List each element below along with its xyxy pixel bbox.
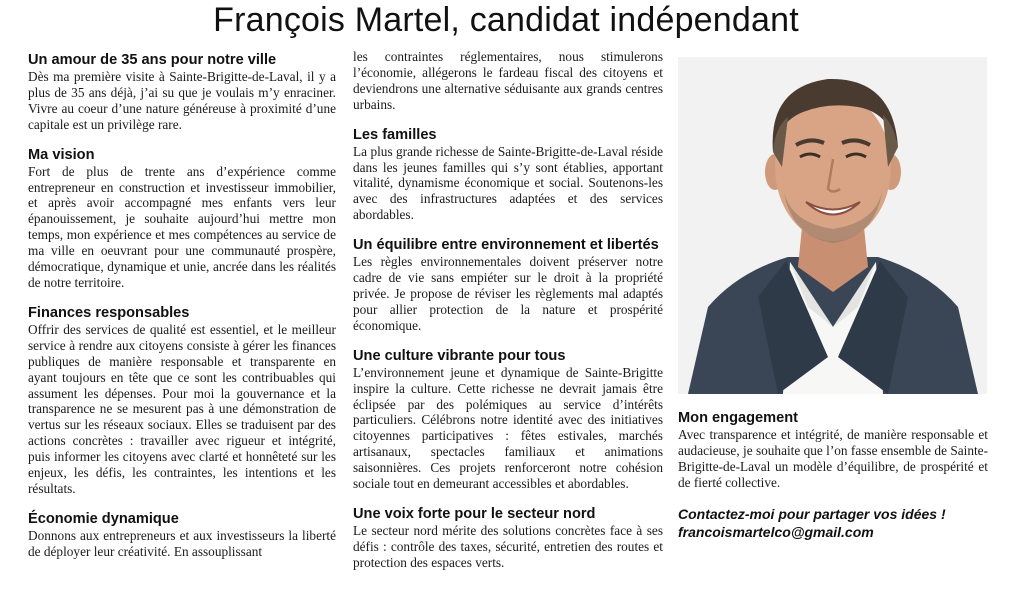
- section-economie: [28, 511, 336, 560]
- section-heading: Économie dynamique: [28, 510, 179, 527]
- column-middle: [353, 49, 663, 585]
- contact-invitation: Contactez-moi pour partager vos idées !: [678, 505, 946, 522]
- section-vision: [28, 147, 336, 291]
- page-title: François Martel, candidat indépendant: [213, 1, 799, 39]
- section-heading: Un amour de 35 ans pour notre ville: [28, 52, 277, 68]
- portrait-illustration: [678, 57, 987, 394]
- section-text: La plus grande richesse de Sainte-Brigitte-de-Laval réside dans les jeunes familles qui s’y sont établies, apportant vitalité, dynamisme économique et social. Soutenons-les avec des infrastructures adaptées et des services abordables.: [353, 143, 663, 223]
- section-culture: [353, 348, 663, 492]
- contact-block: [678, 505, 988, 541]
- column-right: [678, 410, 988, 541]
- section-text: Fort de plus de trente ans d’expérience comme entrepreneur en construction et investisseur immobilier, et après avoir accompagné mes enfants vers leur épanouissement, je souhaite aujourd’hui mettre mon temps, mon expérience et mes compétences au service de ma ville en oeuvrant pour une communauté prospère, démocratique, dynamique et unie, ancrée dans les réalités de notre territoire.: [28, 163, 336, 290]
- section-economie-continued: [353, 49, 663, 113]
- section-heading: Une voix forte pour le secteur nord: [353, 505, 596, 522]
- section-environnement: [353, 237, 663, 334]
- section-amour: [28, 52, 336, 133]
- section-heading: Finances responsables: [28, 304, 190, 321]
- contact-email: francoismartelco@gmail.com: [678, 523, 874, 540]
- section-heading: Ma vision: [28, 146, 95, 163]
- section-heading: Un équilibre entre environnement et libertés: [353, 237, 659, 254]
- section-secteur-nord: [353, 506, 663, 571]
- section-heading: Les familles: [353, 126, 437, 143]
- section-finances: [28, 305, 336, 497]
- section-text: Dès ma première visite à Sainte-Brigitte-de-Laval, il y a plus de 35 ans déjà, j’ai su que je voulais m’y enraciner. Vivre au coeur d’une nature généreuse à proximité d’une capitale est un privilège rare.: [28, 69, 336, 132]
- section-text: Les règles environnementales doivent préserver notre cadre de vie sans empiéter sur le droit à la propriété privée. Je propose de réviser les règlements mal adaptés pour allier protection de la nature et prospérité économique.: [353, 254, 663, 333]
- section-heading: Mon engagement: [678, 410, 798, 426]
- section-text: Le secteur nord mérite des solutions concrètes face à ses défis : contrôle des taxes, sécurité, entretien des routes et protection des espaces verts.: [353, 522, 663, 570]
- section-text: L’environnement jeune et dynamique de Sainte-Brigitte inspire la culture. Cette richesse ne devrait jamais être éclipsée par des polémiques au service d’intérêts particuliers. Célébrons notre identité avec des initiatives citoyennes participatives : fêtes estivales, marchés artisanaux, spectacles familiaux et animations saisonnières. Ces projets renforceront notre cohésion sociale tout en demeurant accessibles et abordables.: [353, 364, 663, 492]
- section-heading: Une culture vibrante pour tous: [353, 347, 566, 364]
- candidate-photo: [678, 57, 987, 394]
- section-text: Avec transparence et intégrité, de manière responsable et audacieuse, je souhaite que l’on fasse ensemble de Sainte-Brigitte-de-Laval un modèle d’équilibre, de prospérité et de fierté collective.: [678, 427, 988, 490]
- section-familles: [353, 127, 663, 224]
- column-left: [28, 52, 336, 574]
- section-text: les contraintes réglementaires, nous stimulerons l’économie, allégerons le fardeau fiscal des citoyens et deviendrons une alternative séduisante aux grands centres urbains.: [353, 49, 663, 112]
- section-engagement: [678, 410, 988, 491]
- section-text: Offrir des services de qualité est essentiel, et le meilleur service à rendre aux citoyens consiste à gérer les finances publiques de manière responsable et transparente en ayant toujours en tête que ce sont les contribuables qui assument les dépenses. Pour moi la gouvernance et la transparence ne se mesurent pas à une démonstration de vertus sur les réseaux sociaux. Elles se traduisent par des actions concrètes : travailler avec rigueur et intégrité, puis informer les citoyens avec clarté et honnêteté sur les enjeux, les défis, les contraintes, les intentions et les résultats.: [28, 321, 336, 496]
- section-text: Donnons aux entrepreneurs et aux investisseurs la liberté de déployer leur créativité. En assouplissant: [28, 527, 336, 559]
